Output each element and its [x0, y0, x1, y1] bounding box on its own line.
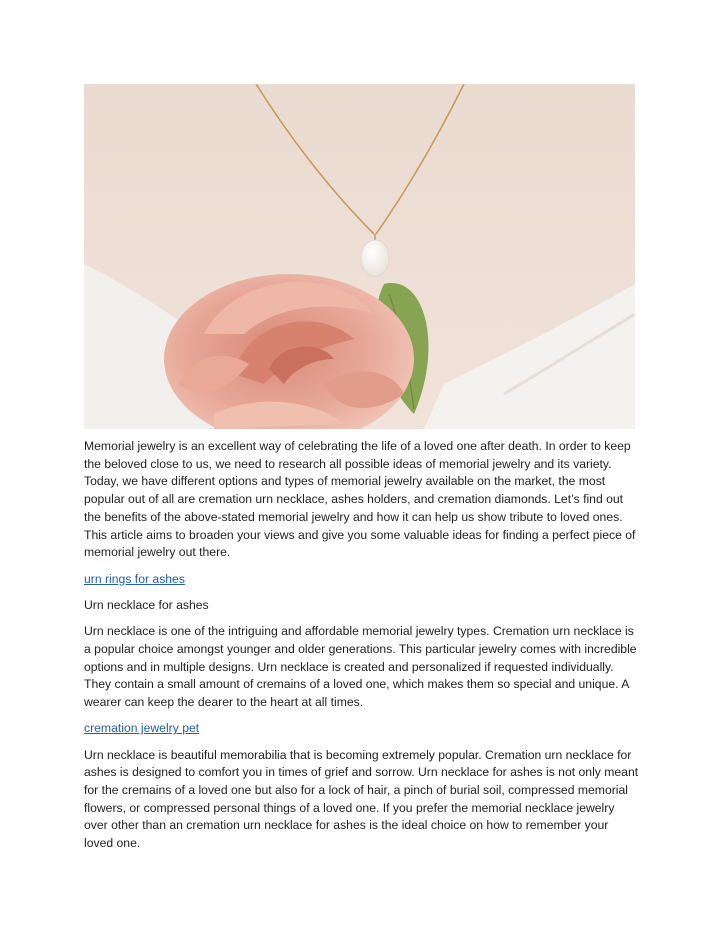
- intro-paragraph: Memorial jewelry is an excellent way of celebrating the life of a loved one after death. In order to keep the beloved close to us, we need to research all possible ideas of memorial jewelry and its variety. Today, we have different options and types of memorial jewelry available on the market, the most popular out of all are cremation urn necklace, ashes holders, and cremation diamonds. Let’s find out the benefits of the above-stated memorial jewelry and how it can help us show tribute to loved ones. This article aims to broaden your views and give you some valuable ideas for finding a perfect piece of memorial jewelry out there.: [84, 439, 636, 560]
- urn-rings-link[interactable]: urn rings for ashes: [84, 571, 185, 586]
- cremation-jewelry-link[interactable]: cremation jewelry pet: [84, 721, 200, 736]
- memorabilia-paragraph: Urn necklace is beautiful memorabilia that is becoming extremely popular. Cremation urn necklace for ashes is designed to comfort you in times of grief and sorrow. Urn necklace for ashes is not only meant for the cremains of a loved one but also for a lock of hair, a pinch of burial soil, compressed memorial flowers, or compressed personal things of a loved one. If you prefer the memorial necklace jewelry over other than an cremation urn necklace for ashes is the ideal choice on how to remember your loved one.: [84, 747, 639, 851]
- section-heading: Urn necklace for ashes: [84, 597, 209, 612]
- hero-photo: [84, 84, 635, 429]
- article-body: [84, 438, 640, 861]
- necklace-rose-image: [84, 84, 635, 429]
- urn-necklace-paragraph: Urn necklace is one of the intriguing and affordable memorial jewelry types. Cremation urn necklace is a popular choice amongst younger and older generations. This particular jewelry comes with incredible options and in multiple designs. Urn necklace is created and personalized if requested individually. They contain a small amount of cremains of a loved one, which makes them so special and unique. A wearer can keep the dearer to the heart at all times.: [84, 624, 637, 709]
